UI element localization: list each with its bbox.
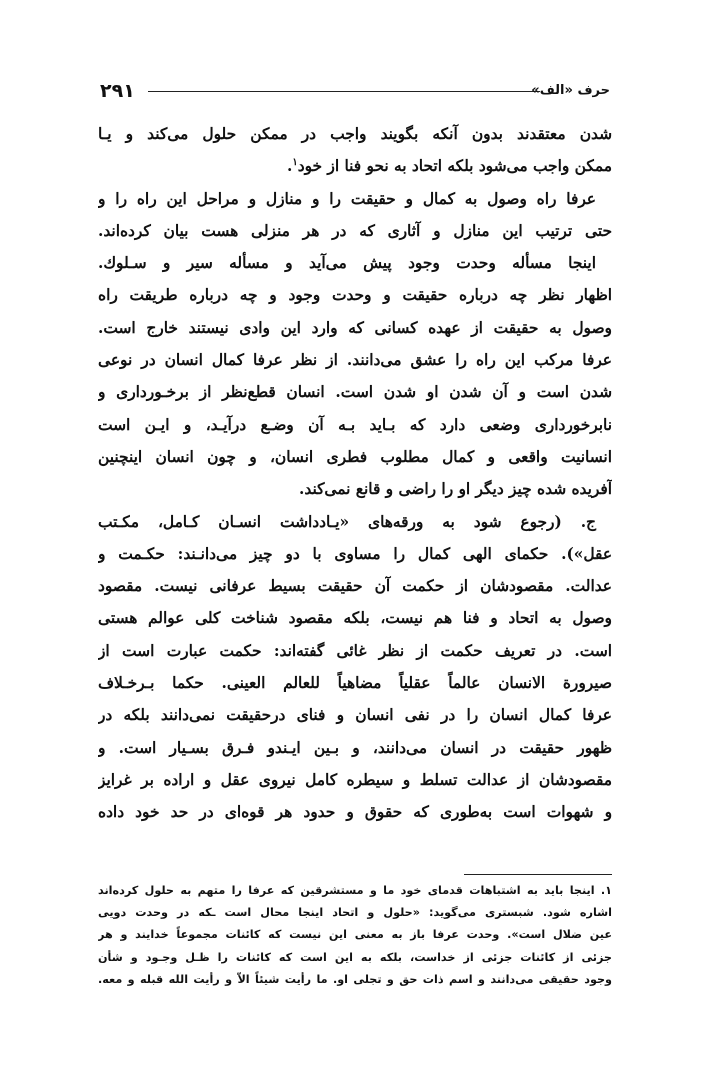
footnote-line: ۱. اينجا بايد به اشتباهات قدمای خود ما و مستشرقين كه عرفا را متهم به حلول كرده‌اند (98, 884, 612, 897)
page-header (100, 78, 610, 104)
footnotes (98, 880, 612, 991)
text-line: شدن است و آن شدن او شدن است. انسان قطع‌نظر از برخـورداری و (98, 383, 612, 402)
text-line: وصول به اتحاد و فنا هم نيست، بلكه مقصود شناخت كلی عوالم هستی (98, 609, 612, 628)
text-line: وصول به حقيقت از عهده كسانی كه وارد اين وادی نيستند خارج است. (98, 318, 612, 337)
footnote-rule (464, 874, 612, 875)
footnote-line: جزئی از كائنات جزئی از خداست، بلكه به اين است كه كائنات را ظـل وجـود و شأن (98, 950, 612, 964)
footnote-line: عين ضلال است». وحدت عرفا باز به معنی اين نيست كه كائنات مجموعاً خدايند و هر (98, 928, 612, 942)
text-line: ظهور حقيقت در انسان می‌دانند، و بـين ايـندو فـرق بسـيار است. و (98, 738, 612, 757)
header-rule (148, 91, 540, 92)
text-line: حتی ترتيب اين منازل و آثاری كه در هر منزلی هست بيان كرده‌اند. (98, 221, 612, 240)
text-line: ممكن واجب می‌شود بلكه اتحاد به نحو فنا از خود$^۱$. (286, 157, 612, 176)
text-line: انسانيت واقعی و كمال مطلوب فطری انسان، و چون انسان اينچنين (98, 447, 612, 466)
text-line: است. در تعريف حكمت از نظر غائی گفته‌اند: حكمت عبارت است از (98, 641, 612, 660)
body-text (98, 118, 612, 829)
text-line: اينجا مسأله وحدت وجود پيش می‌آيد و مسأله سير و سـلوك. (98, 254, 596, 273)
text-line: و شهوات است به‌طوری كه حقوق و حدود هر قوه‌ای در حد خود داده (98, 803, 612, 822)
text-line: آفريده شده چيز ديگر او را راضی و قانع نمی‌كند. (299, 480, 612, 499)
footnote-line: وجود حقيقی می‌دانند و اسم ذات حق و تجلی او. ما رأيت شيئاً الاّ و رأيت الله قبله و معه. (98, 972, 612, 986)
text-line: عدالت. مقصودشان از حكمت آن حقيقت بسيط عرفانی نيست. مقصود (98, 577, 612, 596)
text-line: اظهار نظر چه درباره حقيقت و وحدت وجود و چه درباره طريقت راه (98, 286, 612, 305)
footnote-line: اشاره شود. شبستری می‌گويد: «حلول و اتحاد اينجا محال است ـكه در وحدت دويی (98, 906, 612, 920)
text-line: عرفا كمال انسان را در نفی انسان و فنای درحقيقت نمی‌دانند بلكه در (98, 706, 612, 725)
text-line: صيرورة الانسان عالماً عقلياً مضاهياً للعالم العينی. حكما بـرخـلاف (98, 674, 612, 693)
text-line: عرفا مركب اين راه را عشق می‌دانند. از نظر عرفا كمال انسان در نوعی (98, 351, 612, 370)
text-line: مقصودشان از عدالت تسلط و سيطره كامل نيروی عقل و اراده بر غرايز (98, 770, 612, 789)
running-head: حرف «الف» (531, 83, 610, 98)
text-line: عقل»). حكمای الهی كمال را مساوی با دو چيز می‌دانـند: حكـمت و (98, 544, 612, 563)
text-line: ج. (رجوع شود به ورقه‌های «يـادداشت انسـان كـامل، مكـتب (98, 512, 596, 531)
page-number: ۲۹۱ (100, 80, 135, 102)
text-line: نابرخورداری وضعی دارد كه بـايد بـه آن وضـع درآيـد، و ايـن است (98, 415, 612, 434)
footnote-marker: ۱ (292, 157, 298, 169)
text-line: عرفا راه وصول به كمال و حقيقت را و منازل و مراحل اين راه را و (98, 189, 596, 208)
text-line: شدن معتقدند بدون آنكه بگويند واجب در ممكن حلول می‌كند و يـا (98, 125, 612, 143)
text-line-content: ممكن واجب می‌شود بلكه اتحاد به نحو فنا از خود (297, 157, 612, 176)
